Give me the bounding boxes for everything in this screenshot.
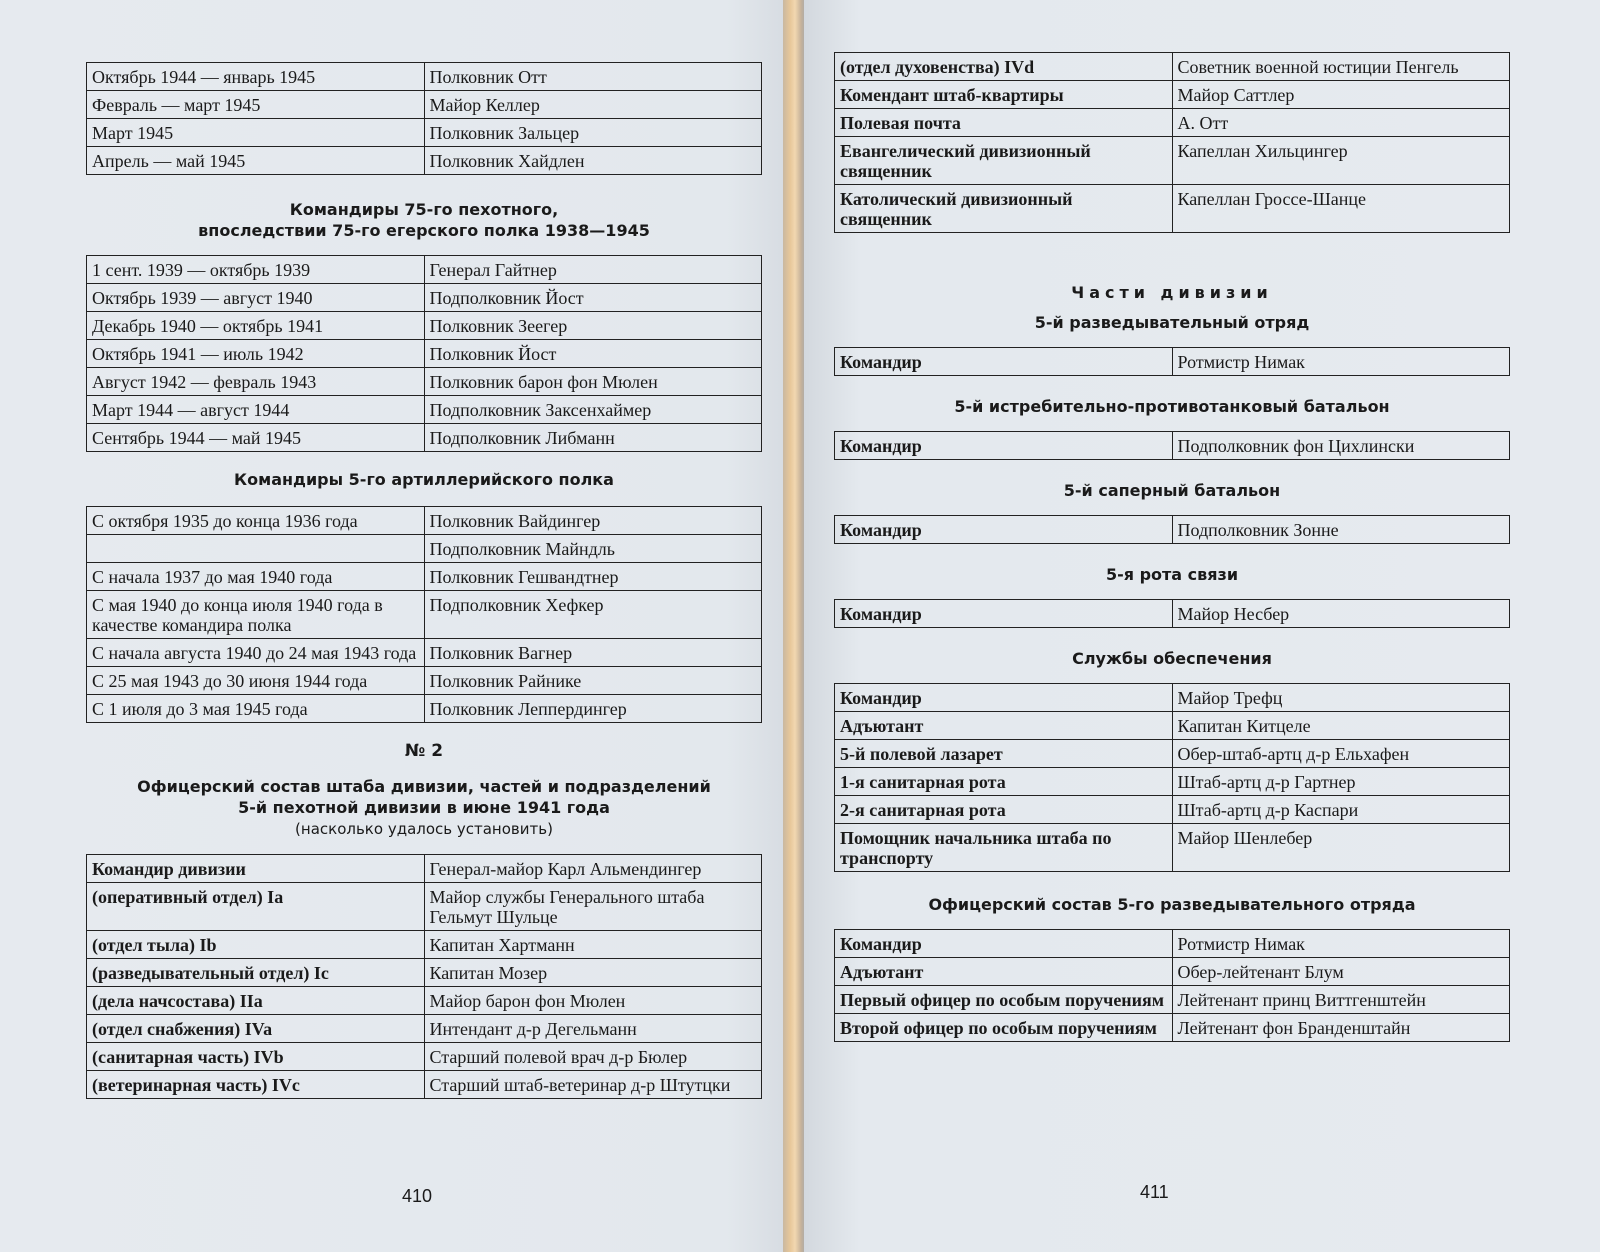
cell-person: Старший полевой врач д-р Бюлер: [424, 1043, 762, 1071]
table-antitank: [834, 431, 1510, 460]
cell-position: Октябрь 1941 — июль 1942: [87, 340, 425, 368]
heading-officers-line1: Офицерский состав штаба дивизии, частей и подразделений: [137, 777, 711, 796]
table-row: [835, 516, 1510, 544]
cell-person: Майор Трефц: [1172, 684, 1510, 712]
cell-person: Подполковник Йост: [424, 284, 762, 312]
table-row: [835, 684, 1510, 712]
table-row: [87, 91, 762, 119]
heading-antitank: 5-й истребительно-противотанковый батальон: [954, 397, 1390, 416]
table-row: [835, 348, 1510, 376]
cell-position: 1-я санитарная рота: [835, 768, 1173, 796]
cell-position: Командир: [835, 684, 1173, 712]
cell-person: Полковник Райнике: [424, 667, 762, 695]
table-sapper: [834, 515, 1510, 544]
cell-person: Лейтенант принц Виттгенштейн: [1172, 986, 1510, 1014]
table-row: [835, 930, 1510, 958]
cell-position: С 25 мая 1943 до 30 июня 1944 года: [87, 667, 425, 695]
table-artillery: [86, 506, 762, 723]
heading-signal: 5-я рота связи: [1105, 565, 1239, 584]
cell-person: Полковник Вагнер: [424, 639, 762, 667]
cell-position: Март 1945: [87, 119, 425, 147]
cell-person: Капеллан Гроссе-Шанце: [1172, 185, 1510, 233]
cell-position: 2-я санитарная рота: [835, 796, 1173, 824]
table-row: [87, 639, 762, 667]
heading-officers-line2: 5-й пехотной дивизии в июне 1941 года: [238, 798, 610, 817]
heading-75-line1: Командиры 75-го пехотного,: [289, 200, 559, 219]
cell-position: 5-й полевой лазарет: [835, 740, 1173, 768]
cell-person: Подполковник Майндль: [424, 535, 762, 563]
cell-person: Майор Несбер: [1172, 600, 1510, 628]
table-top: [86, 62, 762, 175]
table-row: [835, 600, 1510, 628]
cell-position: Командир: [835, 516, 1173, 544]
heading-75-line2: впоследствии 75-го егерского полка 1938—1945: [198, 221, 650, 240]
cell-position: Командир: [835, 348, 1173, 376]
cell-position: Март 1944 — август 1944: [87, 396, 425, 424]
cell-position: С 1 июля до 3 мая 1945 года: [87, 695, 425, 723]
table-row: [835, 1014, 1510, 1042]
table-row: [87, 312, 762, 340]
table-row: [87, 855, 762, 883]
table-row: [835, 768, 1510, 796]
cell-person: Полковник Хайдлен: [424, 147, 762, 175]
heading-artillery: Командиры 5-го артиллерийского полка: [234, 470, 614, 489]
cell-person: Штаб-артц д-р Каспари: [1172, 796, 1510, 824]
table-row: [835, 185, 1510, 233]
cell-person: Полковник Зальцер: [424, 119, 762, 147]
cell-position: Католический дивизионный священник: [835, 185, 1173, 233]
cell-position: Адъютант: [835, 958, 1173, 986]
cell-person: Майор барон фон Мюлен: [424, 987, 762, 1015]
cell-position: Октябрь 1939 — август 1940: [87, 284, 425, 312]
cell-position: Август 1942 — февраль 1943: [87, 368, 425, 396]
table-row: [87, 591, 762, 639]
cell-person: Полковник Вайдингер: [424, 507, 762, 535]
table-row: [87, 284, 762, 312]
table-row: [87, 1015, 762, 1043]
cell-person: Полковник Зеегер: [424, 312, 762, 340]
table-row: [87, 507, 762, 535]
cell-position: С октября 1935 до конца 1936 года: [87, 507, 425, 535]
left-column: [86, 62, 762, 1099]
cell-person: Обер-лейтенант Блум: [1172, 958, 1510, 986]
table-row: [87, 959, 762, 987]
cell-position: Евангелический дивизионный священник: [835, 137, 1173, 185]
cell-person: Штаб-артц д-р Гартнер: [1172, 768, 1510, 796]
cell-position: (дела начсостава) IIa: [87, 987, 425, 1015]
cell-position: (отдел духовенства) IVd: [835, 53, 1173, 81]
section-number: № 2: [404, 741, 444, 761]
cell-person: Полковник Йост: [424, 340, 762, 368]
table-division-staff: [86, 854, 762, 1099]
heading-officers-line3: (насколько удалось установить): [295, 820, 553, 838]
table-recon-officers: [834, 929, 1510, 1042]
table-signal: [834, 599, 1510, 628]
table-row: [835, 432, 1510, 460]
cell-position: Первый офицер по особым поручениям: [835, 986, 1173, 1014]
heading-division-parts: Части дивизии: [1071, 283, 1273, 302]
cell-person: Капеллан Хильцингер: [1172, 137, 1510, 185]
table-row: [835, 958, 1510, 986]
table-row: [87, 987, 762, 1015]
table-row: [835, 53, 1510, 81]
cell-person: Майор Келлер: [424, 91, 762, 119]
table-row: [835, 137, 1510, 185]
cell-person: А. Отт: [1172, 109, 1510, 137]
cell-position: С мая 1940 до конца июля 1940 года в качестве командира полка: [87, 591, 425, 639]
cell-position: Помощник начальника штаба по транспорту: [835, 824, 1173, 872]
table-row: [835, 81, 1510, 109]
cell-position: Декабрь 1940 — октябрь 1941: [87, 312, 425, 340]
cell-position: Комендант штаб-квартиры: [835, 81, 1173, 109]
cell-person: Майор Саттлер: [1172, 81, 1510, 109]
cell-position: Второй офицер по особым поручениям: [835, 1014, 1173, 1042]
cell-position: С начала августа 1940 до 24 мая 1943 года: [87, 639, 425, 667]
table-recon: [834, 347, 1510, 376]
cell-position: С начала 1937 до мая 1940 года: [87, 563, 425, 591]
table-row: [87, 424, 762, 452]
right-page: [804, 0, 1600, 1252]
cell-person: Полковник Гешвандтнер: [424, 563, 762, 591]
cell-person: Полковник барон фон Мюлен: [424, 368, 762, 396]
table-row: [87, 63, 762, 91]
table-staff-continued: [834, 52, 1510, 233]
table-supply: [834, 683, 1510, 872]
cell-position: Командир дивизии: [87, 855, 425, 883]
cell-person: Подполковник Заксенхаймер: [424, 396, 762, 424]
cell-position: (разведывательный отдел) Ic: [87, 959, 425, 987]
cell-person: Ротмистр Нимак: [1172, 930, 1510, 958]
table-row: [87, 147, 762, 175]
cell-person: Майор службы Генерального штаба Гельмут Шульце: [424, 883, 762, 931]
page-number-right: 411: [1140, 1182, 1169, 1202]
heading-supply: Службы обеспечения: [1072, 649, 1272, 668]
table-row: [87, 340, 762, 368]
cell-position: Командир: [835, 432, 1173, 460]
cell-person: Подполковник Зонне: [1172, 516, 1510, 544]
cell-person: Полковник Отт: [424, 63, 762, 91]
cell-position: [87, 535, 425, 563]
cell-position: 1 сент. 1939 — октябрь 1939: [87, 256, 425, 284]
table-row: [835, 109, 1510, 137]
table-row: [835, 740, 1510, 768]
cell-person: Подполковник Хефкер: [424, 591, 762, 639]
cell-position: Октябрь 1944 — январь 1945: [87, 63, 425, 91]
table-row: [87, 368, 762, 396]
table-row: [87, 883, 762, 931]
cell-person: Капитан Китцеле: [1172, 712, 1510, 740]
cell-person: Полковник Леппердингер: [424, 695, 762, 723]
table-row: [87, 535, 762, 563]
cell-person: Подполковник фон Цихлински: [1172, 432, 1510, 460]
table-75-regiment: [86, 255, 762, 452]
right-column: [834, 52, 1510, 1042]
cell-person: Генерал Гайтнер: [424, 256, 762, 284]
table-row: [835, 796, 1510, 824]
table-row: [87, 695, 762, 723]
cell-person: Генерал-майор Карл Альмендингер: [424, 855, 762, 883]
page-number-left: 410: [402, 1186, 433, 1206]
table-row: [835, 824, 1510, 872]
table-row: [87, 563, 762, 591]
cell-position: Сентябрь 1944 — май 1945: [87, 424, 425, 452]
heading-recon-officers: Офицерский состав 5-го разведывательного отряда: [928, 895, 1416, 914]
heading-recon: 5-й разведывательный отряд: [1034, 313, 1310, 332]
cell-position: Февраль — март 1945: [87, 91, 425, 119]
table-row: [87, 1043, 762, 1071]
table-row: [87, 667, 762, 695]
cell-person: Старший штаб-ветеринар д-р Штутцки: [424, 1071, 762, 1099]
table-row: [87, 931, 762, 959]
cell-person: Подполковник Либманн: [424, 424, 762, 452]
cell-person: Майор Шенлебер: [1172, 824, 1510, 872]
cell-person: Ротмистр Нимак: [1172, 348, 1510, 376]
cell-position: (отдел снабжения) IVa: [87, 1015, 425, 1043]
cell-position: Командир: [835, 600, 1173, 628]
cell-position: (отдел тыла) Ib: [87, 931, 425, 959]
cell-person: Капитан Хартманн: [424, 931, 762, 959]
table-row: [87, 396, 762, 424]
cell-position: (ветеринарная часть) IVc: [87, 1071, 425, 1099]
table-row: [835, 986, 1510, 1014]
cell-position: (оперативный отдел) Ia: [87, 883, 425, 931]
cell-person: Интендант д-р Дегельманн: [424, 1015, 762, 1043]
table-row: [87, 119, 762, 147]
cell-position: Полевая почта: [835, 109, 1173, 137]
cell-position: Адъютант: [835, 712, 1173, 740]
table-row: [87, 1071, 762, 1099]
cell-position: Командир: [835, 930, 1173, 958]
cell-person: Советник военной юстиции Пенгель: [1172, 53, 1510, 81]
cell-position: Апрель — май 1945: [87, 147, 425, 175]
left-page: [0, 0, 790, 1252]
table-row: [835, 712, 1510, 740]
cell-position: (санитарная часть) IVb: [87, 1043, 425, 1071]
cell-person: Капитан Мозер: [424, 959, 762, 987]
cell-person: Обер-штаб-артц д-р Ельхафен: [1172, 740, 1510, 768]
table-row: [87, 256, 762, 284]
heading-officers: [86, 776, 762, 840]
heading-75-regiment: [86, 199, 762, 241]
heading-sapper: 5-й саперный батальон: [1063, 481, 1281, 500]
cell-person: Лейтенант фон Бранденштайн: [1172, 1014, 1510, 1042]
